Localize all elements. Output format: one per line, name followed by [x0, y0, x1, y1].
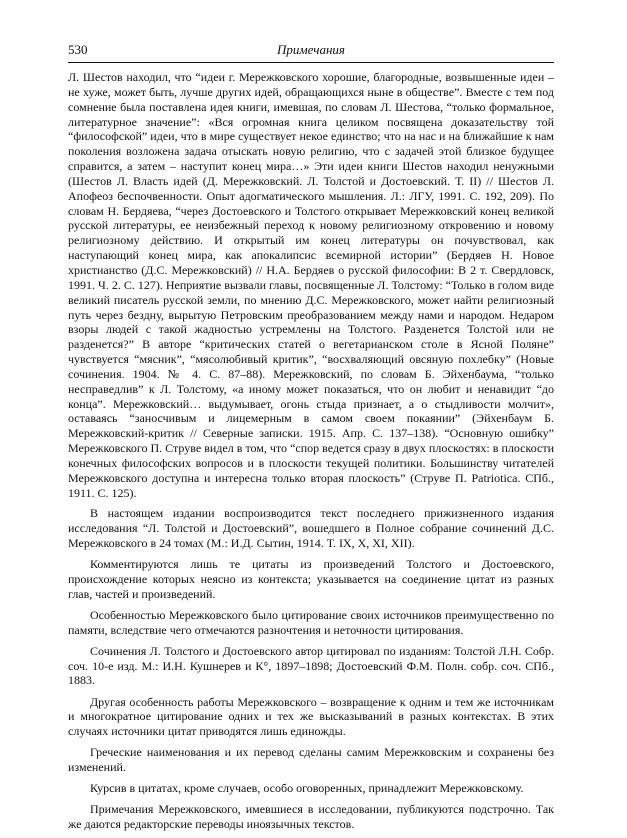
paragraph-repeated-sources: Другая особенность работы Мережковского – возвращение к одним и тем же источникам и многократное цитирование одних и тех же высказываний в разных контекстах. В этих случаях источники цитат приводятся лишь единожды.: [68, 694, 554, 739]
paragraph-italics: Курсив в цитатах, кроме случаев, особо оговоренных, принадлежит Мережковскому.: [90, 781, 524, 796]
paragraph-edition-source: В настоящем издании воспроизводится текст последнего прижизненного издания исследования “Л. Толстой и Достоевский”, вошедшего в Полное собрание сочинений Д.С. Мережковского в 24 томах (М.: И.Д. Сытин, 1914. Т. IX, X, XI, XII).: [68, 506, 554, 551]
paragraph-greek-names: Греческие наименования и их перевод сделаны самим Мережковским и сохранены без изменений.: [68, 745, 554, 775]
page-header: [68, 40, 554, 60]
paragraph-cited-editions: Сочинения Л. Толстого и Достоевского автор цитировал по изданиям: Толстой Л.Н. Собр. соч. 10-е изд. М.: И.Н. Кушнерев и К°, 1897–1898; Достоевский Ф.М. Полн. собр. соч. СПб., 1883.: [68, 643, 554, 688]
paragraph-critics: Л. Шестов находил, что “идеи г. Мережковского хорошие, благородные, возвышенные идеи – не хуже, может быть, лучше других идей, обращающихся ныне в обществе”. Вместе с тем под сомнение была поставлена идея книги, имевшая, по словам Л. Шестова, “только формальное, литературное значение”: «Вся огромная книга целиком посвящена доказательству той “философской” идеи, что в мире существует некое единство; что на нас и на ближайшие к нам поколения возложена задача отыскать новую религию, что с задачей этой близкое будущее справится, а затем – наступит конец мира…» Эти идеи книги Шестов находил ненужными (Шестов Л. Власть идей (Д. Мережковский. Л. Толстой и Достоевский. Т. II) // Шестов Л. Апофеоз беспочвенности. Опыт адогматического мышления. Л.: ЛГУ, 1991. С. 192, 209). По словам Н. Бердяева, “через Достоевского и Толстого открывает Мережковский конец великой русской литературы, ее неизбежный переход к новому религиозному откровению и новому религиозному действию. И открытый им конец литературы он почувствовал, как наступающий конец мира, как апокалипсис всемирной истории” (Бердяев Н. Новое христианство (Д.С. Мережковский) // Н.А. Бердяев о русской философии: В 2 т. Свердловск, 1991. Ч. 2. С. 127). Неприятие вызвали главы, посвященные Л. Толстому: “Только в голом виде великий писатель русской земли, по мнению Д.С. Мережковского, может найти религиозный путь через бездну, вырытую Петровским преобразованием между нами и народом. Недаром взоры людей с такой жадностью устремлены на Толстого. Разденется Толстой или не разденется?” В авторе “критических статей о вегетарианском столе в Ясной Поляне” чувствуется “мясник”, “мясолюбивый критик”, “восхваляющий овсяную похлебку” (Новые сочинения. 1904. № 4. С. 87–88). Мережковский, по словам Б. Эйхенбаума, “только несправедлив” к Л. Толстому, «а иному может показаться, что он любит и ненавидит “до конца”. Мережковский… выдумывает, огонь стыда признает, а о стыдливости молчит», оставаясь “заносчивым и лицемерным в самом своем покаянии” (Эйхенбаум Б. Мережковский-критик // Северные записки. 1915. Апр. С. 137–138). “Основную ошибку” Мережковского П. Струве видел в том, что “спор ведется сразу в двух плоскостях: в плоскости конечных философских вопросов и в плоскости текущей политики. Большинству читателей Мережковского доступна и интересна только вторая плоскость” (Струве П. Patriotica. СПб., 1911. С. 125).: [68, 70, 554, 500]
paragraph-citation-memory: Особенностью Мережковского было цитирование своих источников преимущественно по памяти, вследствие чего отмечаются разночтения и неточности цитирования.: [68, 607, 554, 637]
paragraph-commentary-scope: Комментируются лишь те цитаты из произведений Толстого и Достоевского, происхождение которых неясно из контекста; указывается на соединение цитат из разных глав, частей и произведений.: [68, 557, 554, 601]
paragraph-footnotes: Примечания Мережковского, имевшиеся в исследовании, публикуются подстрочно. Так же даются редакторские переводы иноязычных текстов.: [68, 802, 554, 831]
notes-body: [68, 70, 554, 838]
page-number: 530: [68, 42, 88, 57]
header-rule: [68, 62, 554, 63]
running-title: Примечания: [277, 42, 345, 57]
